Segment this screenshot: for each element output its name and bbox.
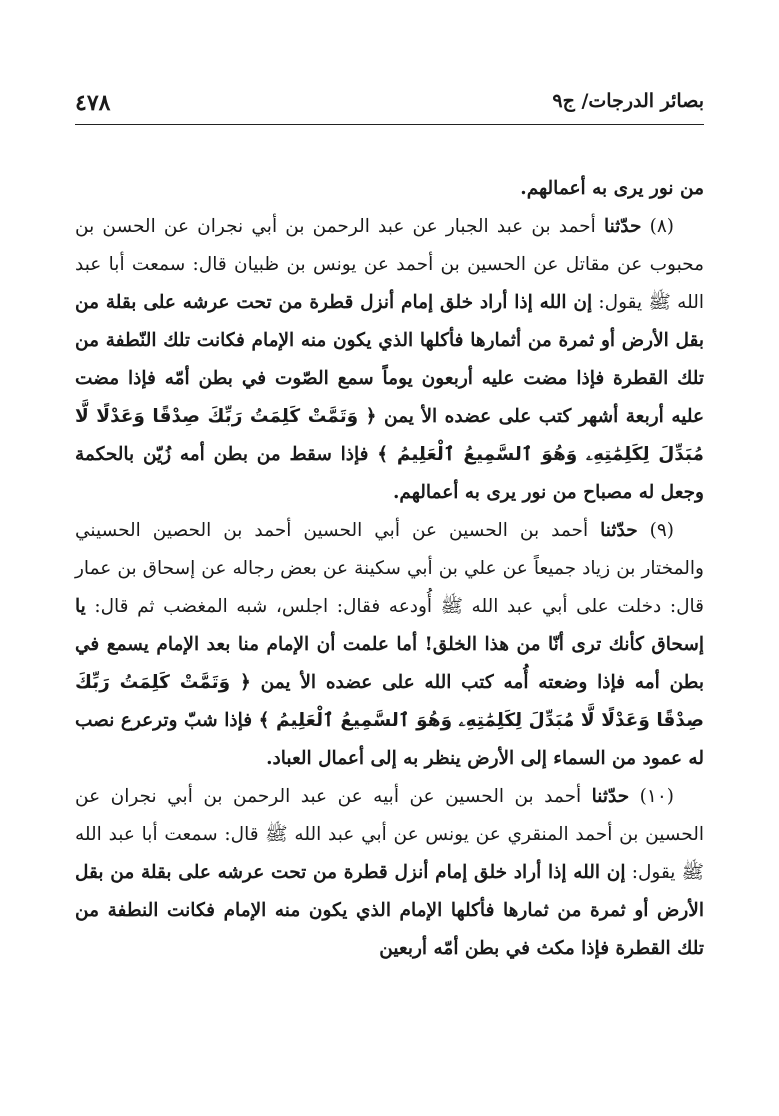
page-header: [75, 84, 704, 125]
hadith-number: (٩): [637, 520, 674, 541]
hadith-number: (٨): [641, 216, 674, 237]
narration-start: حدّثنا: [603, 216, 642, 237]
matn-text: إن الله إذا أراد خلق إمام أنزل قطرة من تحت عرشه على بقلة من بقل الأرض أو ثمرة من أثمارها فأكلها الذي يكون منه الإمام فكانت تلك النّطفة من تلك القطرة فإذا مضت عليه أربعون يوماً سمع الصّوت في بطن أمّه فإذا مضت عليه أربعة أشهر كتب على عضده الأ يمن: [75, 292, 704, 427]
hadith-number: (١٠): [629, 786, 674, 807]
page-number: ٤٧٨: [75, 90, 111, 116]
running-title: بصائر الدرجات/ ج٩: [552, 90, 704, 112]
matn-text: فإذا سقط من بطن أمه زُيّن بالحكمة وجعل له مصباح من نور يرى به أعمالهم.: [75, 444, 704, 503]
page-body: [75, 170, 704, 968]
narration-start: حدّثنا: [600, 520, 638, 541]
quran-verse: ﴿ وَتَمَّتْ كَلِمَتُ رَبِّكَ صِدْقًا وَعَدْلًا لَّا مُبَدِّلَ لِكَلِمَٰتِهِۦ وَهُوَ ٱلسَّمِيعُ ٱلْعَلِيمُ ﴾: [75, 672, 704, 731]
isnad-text: أحمد بن الحسين عن أبي الحسين أحمد بن الحصين الحسيني والمختار بن زياد جميعاً عن علي بن أبي سكينة عن بعض رجاله عن إسحاق بن عمار قال: دخلت على أبي عبد الله ﷺ أُودعه فقال: اجلس، شبه المغضب ثم قال:: [75, 520, 704, 617]
paragraph-hadith-9: [75, 512, 704, 778]
matn-text: إن الله إذا أراد خلق إمام أنزل قطرة من تحت عرشه على بقلة من بقل الأرض أو ثمرة من ثمارها فأكلها الإمام الذي يكون منه الإمام فكانت النطفة من تلك القطرة فإذا مكث في بطن أمّه أربعين: [75, 862, 704, 959]
isnad-text: أحمد بن الحسين عن أبيه عن عبد الرحمن بن أبي نجران عن الحسين بن أحمد المنقري عن يونس عن أبي عبد الله ﷺ قال: سمعت أبا عبد الله ﷺ يقول:: [75, 786, 704, 883]
paragraph-hadith-10: [75, 778, 704, 968]
quran-verse: ﴿ وَتَمَّتْ كَلِمَتُ رَبِّكَ صِدْقًا وَعَدْلًا لَّا مُبَدِّلَ لِكَلِمَٰتِهِۦ وَهُوَ ٱلسَّمِيعُ ٱلْعَلِيمُ ﴾: [75, 406, 705, 465]
matn-text: فإذا شبّ وترعرع نصب له عمود من السماء إلى الأرض ينظر به إلى أعمال العباد.: [75, 710, 704, 769]
isnad-text: أحمد بن عبد الجبار عن عبد الرحمن بن أبي نجران عن الحسن بن محبوب عن مقاتل عن الحسين بن أحمد عن يونس بن ظبيان قال: سمعت أبا عبد الله ﷺ يقول:: [75, 216, 704, 313]
text-bold: من نور يرى به أعمالهم.: [520, 178, 704, 199]
paragraph-continuation: [75, 170, 704, 208]
matn-text: يا إسحاق كأنك ترى أنّا من هذا الخلق! أما علمت أن الإمام منا بعد الإمام يسمع في بطن أمه فإذا وضعته أُمه كتب الله على عضده الأ يمن: [75, 596, 704, 693]
narration-start: حدّثنا: [591, 786, 630, 807]
paragraph-hadith-8: [75, 208, 704, 512]
